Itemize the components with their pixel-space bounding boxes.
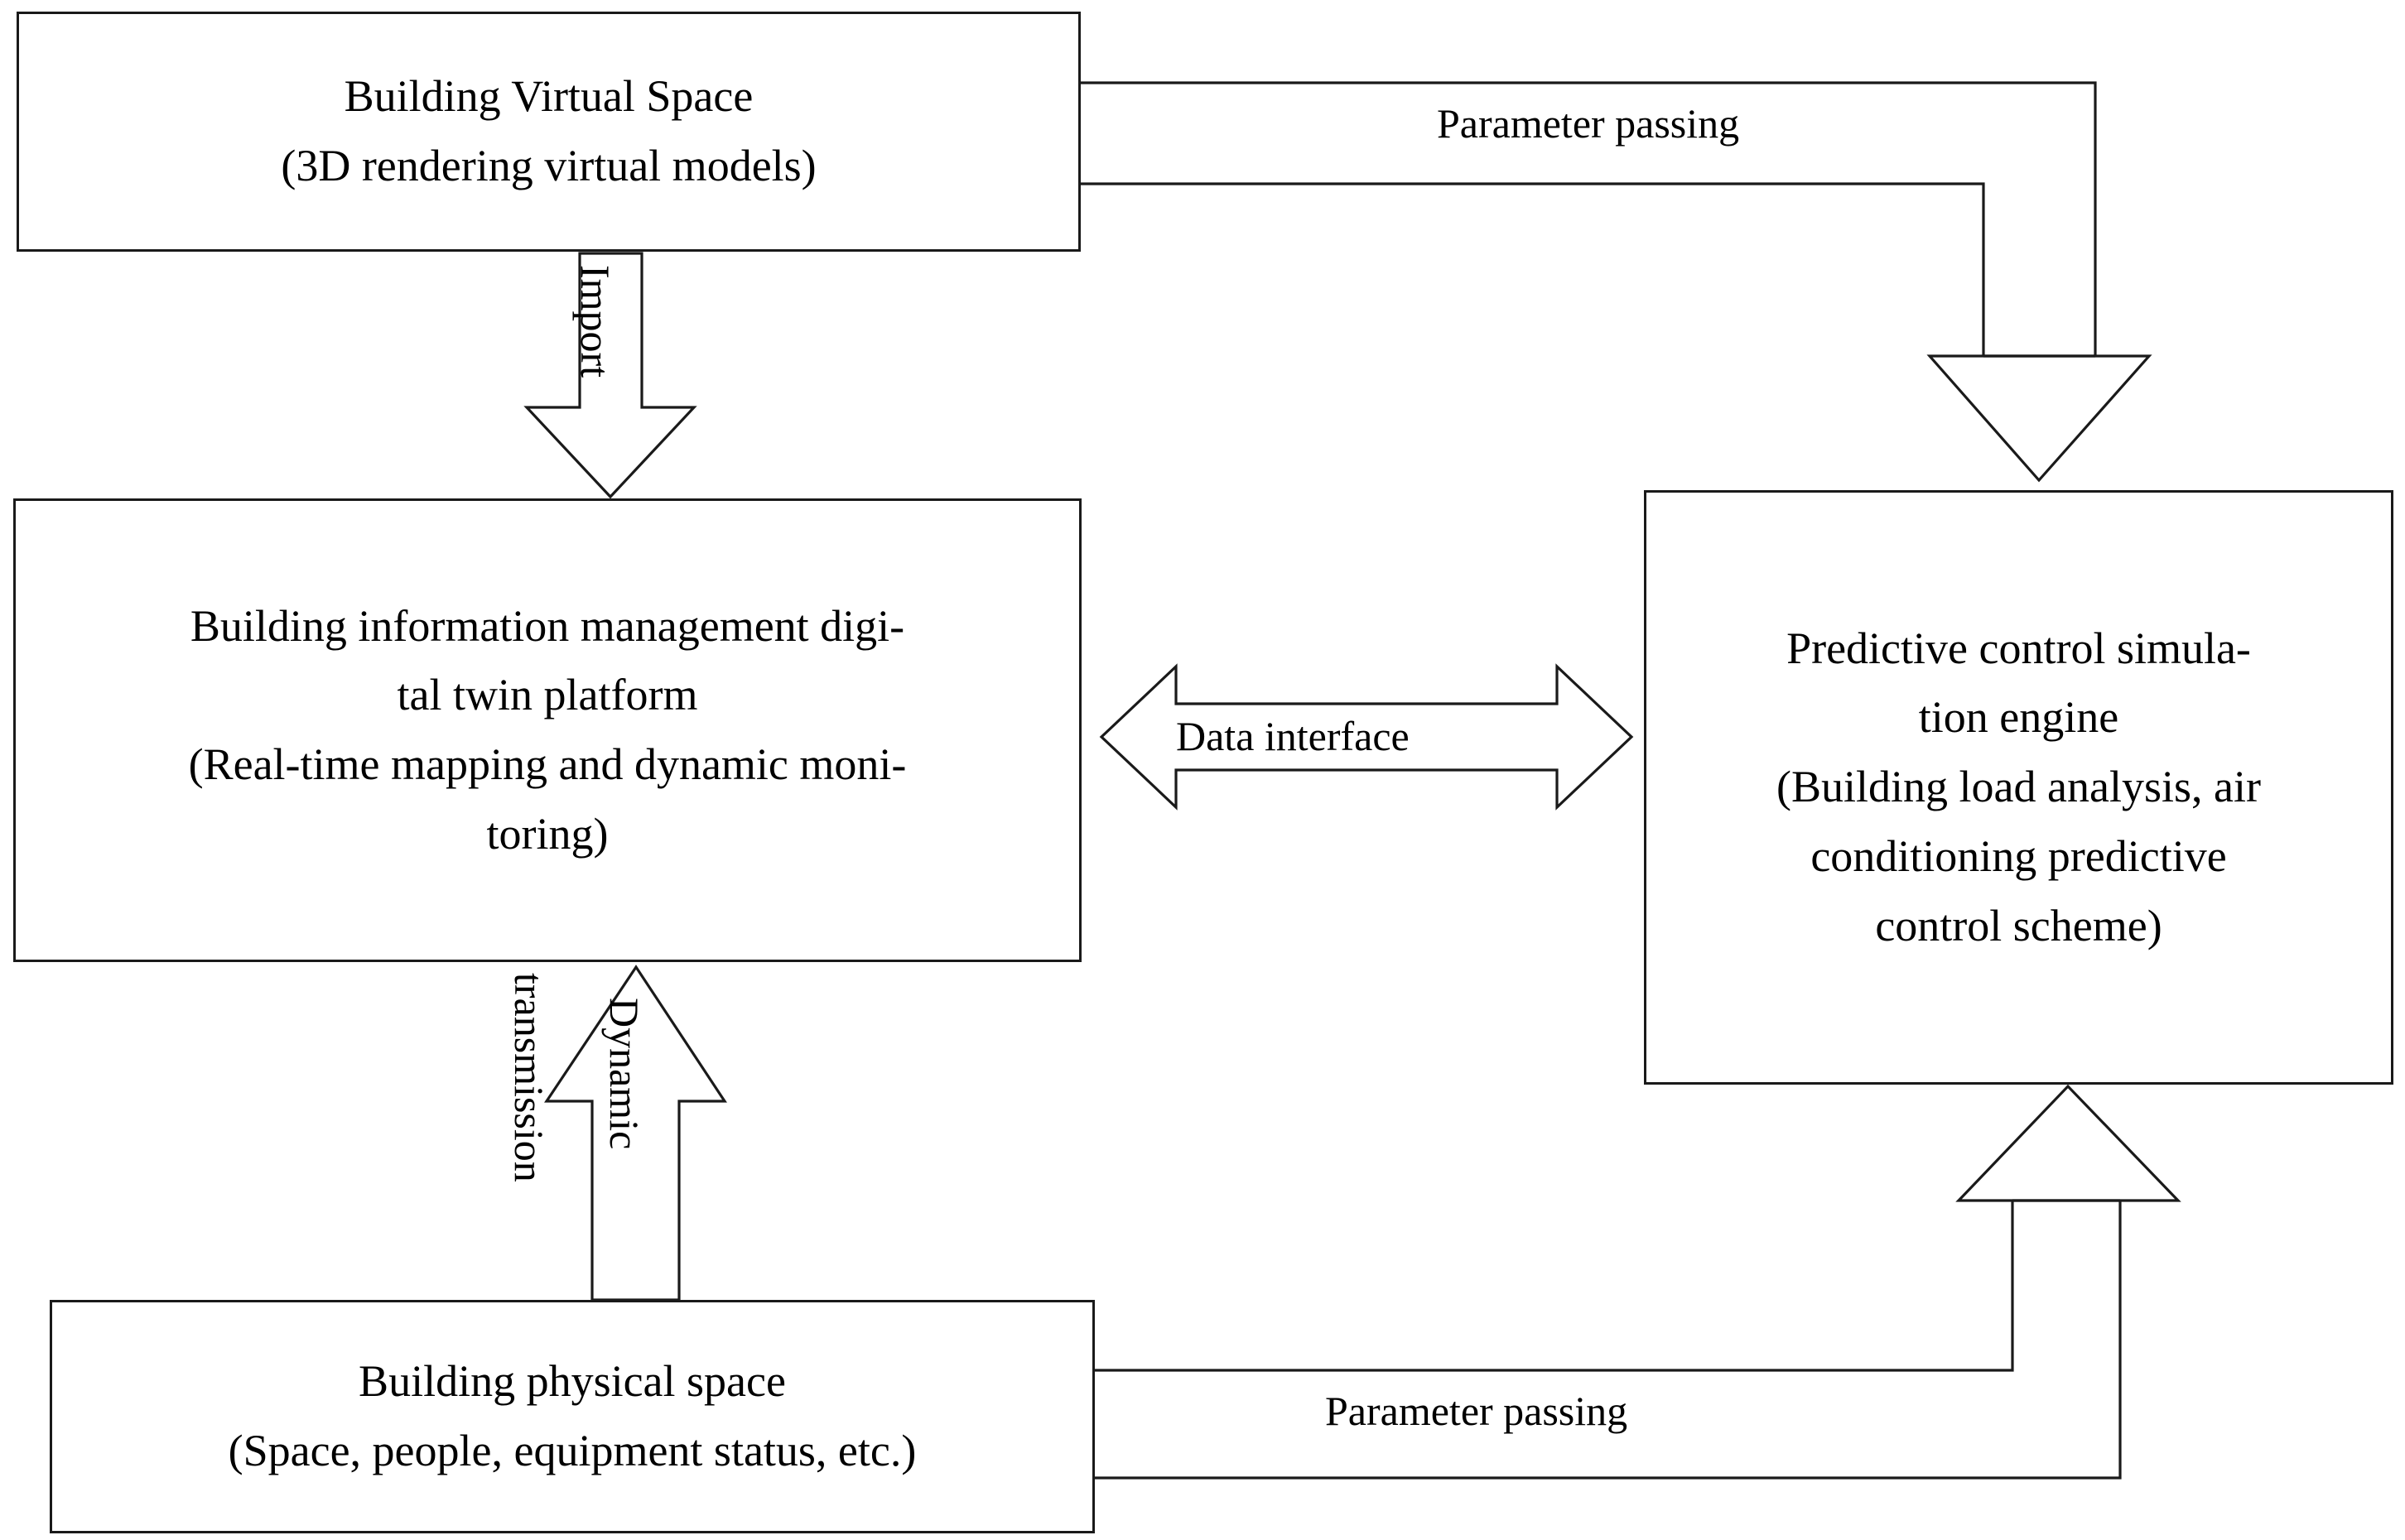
connector-label-parameter-passing-bottom: Parameter passing xyxy=(1325,1388,1628,1434)
node-line: (Space, people, equipment status, etc.) xyxy=(228,1426,917,1475)
node-line: tion engine xyxy=(1918,692,2119,743)
node-line: control scheme) xyxy=(1875,900,2162,950)
node-line: tal twin platform xyxy=(397,670,698,720)
node-line: Building Virtual Space xyxy=(344,71,754,122)
connector-parameter-passing-bottom xyxy=(1095,1086,2178,1478)
node-building-physical-space xyxy=(50,1300,1095,1533)
node-line: (3D rendering virtual models) xyxy=(281,141,817,190)
node-line: (Building load analysis, air xyxy=(1776,762,2261,812)
node-predictive-control-simulation-engine xyxy=(1644,490,2393,1085)
node-line: Building information management digi- xyxy=(190,600,905,651)
connector-label-transmission: transmission xyxy=(506,973,552,1182)
node-line: conditioning predictive xyxy=(1810,830,2227,881)
node-digital-twin-platform xyxy=(13,498,1082,962)
node-line: Predictive control simula- xyxy=(1786,623,2251,673)
connector-label-dynamic: Dynamic xyxy=(601,998,648,1150)
connector-label-parameter-passing-top: Parameter passing xyxy=(1437,100,1740,147)
node-line: toring) xyxy=(486,808,609,859)
connector-label-import: Import xyxy=(572,265,619,378)
node-line: (Real-time mapping and dynamic moni- xyxy=(188,739,907,789)
connector-label-data-interface: Data interface xyxy=(1176,713,1410,759)
node-building-virtual-space xyxy=(17,12,1081,252)
node-line: Building physical space xyxy=(359,1356,786,1407)
